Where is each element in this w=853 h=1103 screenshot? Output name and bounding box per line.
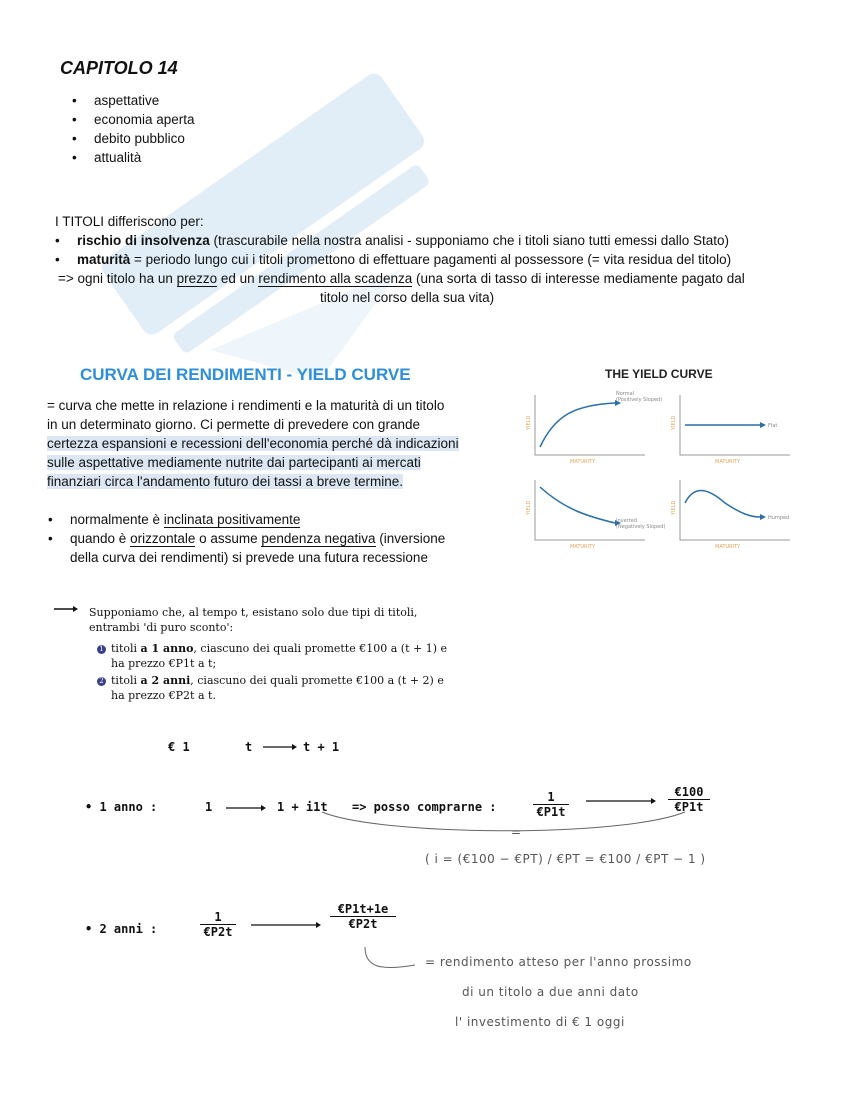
fraction-3: 1 €P2t <box>200 910 236 939</box>
arrow-right-icon <box>262 742 298 752</box>
chapter-title: CAPITOLO 14 <box>60 58 178 78</box>
term-maturita-desc: = periodo lungo cui i titoli promettono di effettuare pagamenti al possessore (= vita residua del titolo) <box>130 252 732 267</box>
curve-humped <box>685 490 760 517</box>
definition-line: finanziari circa l'andamento futuro dei tassi a breve termine. <box>47 474 404 489</box>
note-posso: => posso comprarne : <box>352 800 497 814</box>
term-inclinata: inclinata positivamente <box>163 512 301 527</box>
x-axis-label: MATURITY <box>570 459 596 465</box>
slide-item-1: 1 titoli a 1 anno, ciascuno dei quali promette €100 a (t + 1) e ha prezzo €P1t a t; <box>97 641 489 671</box>
term-pendenza: pendenza negativa <box>261 531 376 546</box>
panel-label: Inverted <box>616 518 637 524</box>
note-equals: = <box>511 825 522 839</box>
fraction-4: €P1t+1e €P2t <box>330 902 396 931</box>
y-axis-label: YIELD <box>526 500 532 515</box>
slide-item-2: 2 titoli a 2 anni, ciascuno dei quali promette €100 a (t + 2) e ha prezzo €P2t a t. <box>97 673 489 703</box>
section-title: CURVA DEI RENDIMENTI - YIELD CURVE <box>80 365 411 384</box>
note-formula: ( i = (€100 − €PT) / €PT = €100 / €PT − 1 ) <box>425 852 706 866</box>
explanation-line: l' investimento di € 1 oggi <box>455 1015 625 1029</box>
note-one: 1 <box>205 800 213 814</box>
yield-chart-title: THE YIELD CURVE <box>605 367 713 381</box>
note-two-years: • 2 anni : <box>85 922 158 936</box>
list-item: • normalmente è inclinata positivamente <box>48 510 508 529</box>
term-maturita: maturità <box>77 252 131 267</box>
term-orizzontale: orizzontale <box>130 531 196 546</box>
list-item: • debito pubblico <box>72 129 195 148</box>
note-euro1: € 1 <box>168 740 190 754</box>
term-insolvenza: rischio di insolvenza <box>77 233 210 248</box>
note-one-plus-i: 1 + i1t <box>277 800 328 814</box>
y-axis-label: YIELD <box>671 415 677 430</box>
arrow-right-icon <box>225 803 267 813</box>
term-prezzo: prezzo <box>176 271 218 286</box>
panel-sublabel: (Positively Sloped) <box>616 397 663 403</box>
axis-humped <box>680 480 790 540</box>
arrow-right-icon <box>585 796 657 806</box>
equivalence-brace <box>320 808 690 838</box>
term-insolvenza-desc: (trascurabile nella nostra analisi - supponiamo che i titoli siano tutti emessi dallo Stato) <box>209 233 730 248</box>
curve-inverted <box>540 487 615 523</box>
note-t: t <box>245 740 253 754</box>
titoli-conclusion-line2: titolo nel corso della sua vita) <box>320 290 495 305</box>
note-t1: t + 1 <box>303 740 340 754</box>
arrow-right-icon <box>53 604 79 614</box>
panel-sublabel: (Negatively Sloped) <box>616 524 666 530</box>
x-axis-label: MATURITY <box>715 544 741 550</box>
titoli-list <box>55 231 835 269</box>
pointer-curve <box>360 945 420 975</box>
note-one-year: • 1 anno : <box>85 800 158 814</box>
x-axis-label: MATURITY <box>570 544 596 550</box>
list-item <box>55 250 835 269</box>
arrowhead-humped <box>760 514 766 520</box>
titoli-conclusion: => ogni titolo ha un prezzo ed un rendimento alla scadenza (una sorta di tasso di interesse mediamente pagato dal <box>58 271 745 286</box>
curve-cases-list <box>48 510 508 567</box>
topic-list <box>72 91 195 167</box>
y-axis-label: YIELD <box>526 415 532 430</box>
y-axis-label: YIELD <box>671 500 677 515</box>
fraction-2: €100 €P1t <box>668 785 710 814</box>
fraction-1: 1 €P1t <box>533 790 569 819</box>
list-item: • aspettative <box>72 91 195 110</box>
curve-normal <box>540 403 615 447</box>
panel-label: Flat <box>768 423 778 429</box>
axis-inverted <box>535 480 645 540</box>
yield-curve-figure <box>520 385 800 555</box>
list-item: • quando è orizzontale o assume pendenza negativa (inversione della curva dei rendimenti) si prevede una futura recessione <box>48 529 508 567</box>
list-item <box>55 231 835 250</box>
panel-label: Normal <box>616 391 635 397</box>
definition-line: certezza espansioni e recessioni dell'economia perché dà indicazioni <box>47 436 459 451</box>
explanation-line: di un titolo a due anni dato <box>462 985 639 999</box>
arrow-right-icon <box>250 920 322 930</box>
panel-label: Humped <box>768 515 790 521</box>
slide-excerpt: Supponiamo che, al tempo t, esistano solo due tipi di titoli, entrambi 'di puro sconto': 1 titoli a 1 anno, ciascuno dei quali promette €100 a (t + 1) e ha prezzo €P1t a t; 2 titoli a 2 anni, ciascuno dei quali promette €100 a (t + 2) e ha prezzo €P2t a t. <box>89 605 489 703</box>
definition-line: = curva che mette in relazione i rendimenti e la maturità di un titolo <box>47 398 445 413</box>
titoli-intro: I TITOLI differiscono per: <box>55 214 204 229</box>
explanation-line: = rendimento atteso per l'anno prossimo <box>425 955 692 969</box>
list-item: • attualità <box>72 148 195 167</box>
arrowhead-flat <box>760 422 766 428</box>
x-axis-label: MATURITY <box>715 459 741 465</box>
list-item: • economia aperta <box>72 110 195 129</box>
term-rendimento: rendimento alla scadenza <box>258 271 413 286</box>
definition-line: in un determinato giorno. Ci permette di prevedere con grande <box>47 417 420 432</box>
definition-line: sulle aspettative mediamente nutrite dai partecipanti ai mercati <box>47 455 421 470</box>
axis-normal <box>535 395 645 455</box>
yield-definition <box>47 396 487 491</box>
